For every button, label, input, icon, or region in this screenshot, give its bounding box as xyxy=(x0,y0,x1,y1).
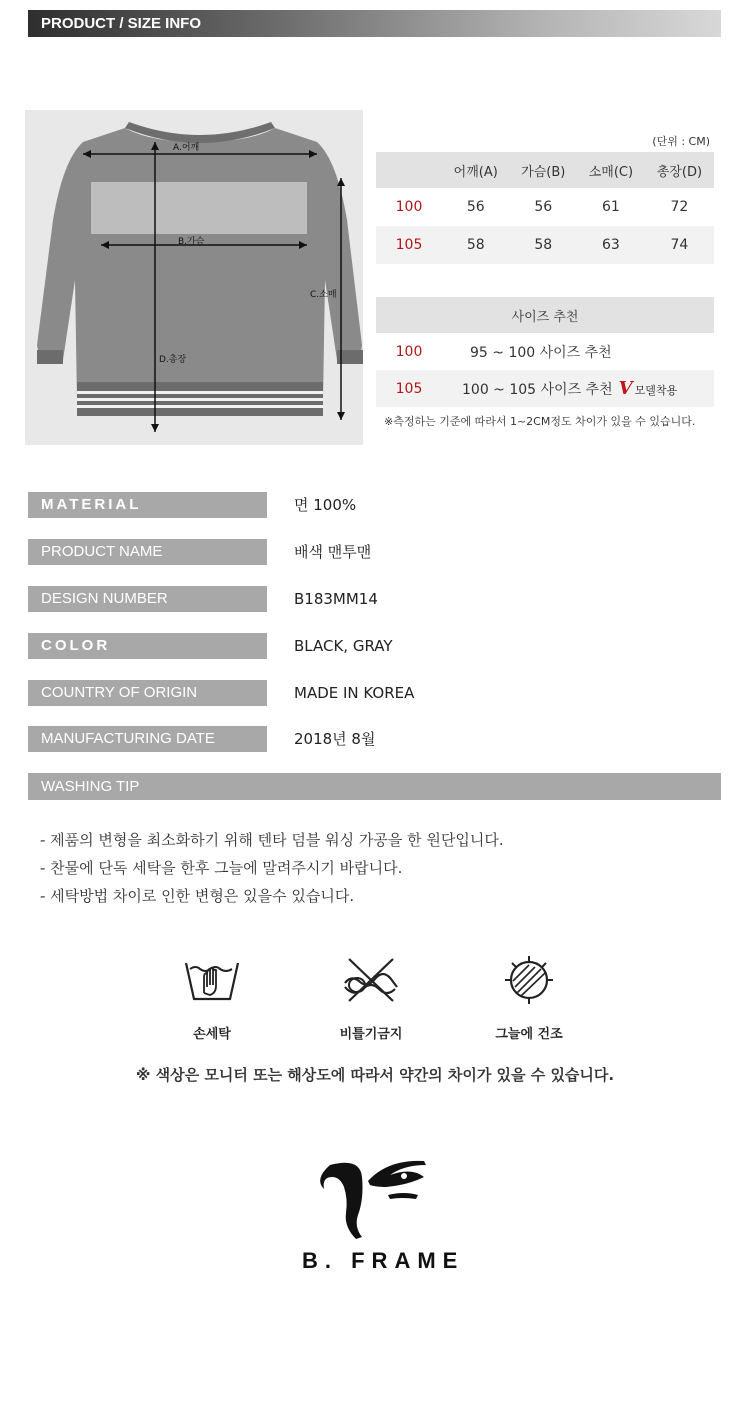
care-item-hand-wash xyxy=(152,953,272,1042)
spec-label-manufacturing-date: MANUFACTURING DATE xyxy=(28,726,267,752)
washing-tip-item: - 제품의 변형을 최소화하기 위해 텐타 덤블 워싱 가공을 한 원단입니다. xyxy=(40,831,504,849)
column-header: 소매(C) xyxy=(577,152,645,188)
care-label: 손세탁 xyxy=(193,1027,231,1042)
recommend-cell xyxy=(442,370,714,407)
table-cell: 58 xyxy=(509,226,577,264)
product-photo xyxy=(25,110,363,445)
size-table xyxy=(376,152,714,264)
table-cell: 56 xyxy=(509,188,577,226)
care-label: 비틀기금지 xyxy=(339,1027,403,1042)
size-cell: 105 xyxy=(376,370,442,407)
washing-tip-item: - 찬물에 단독 세탁을 한후 그늘에 말려주시기 바랍니다. xyxy=(40,859,403,877)
size-recommend-table xyxy=(376,297,714,407)
washing-tip-item: - 세탁방법 차이로 인한 변형은 있을수 있습니다. xyxy=(40,887,355,905)
table-row xyxy=(376,333,714,370)
recommend-text: 95 ~ 100 사이즈 추천 xyxy=(442,333,714,370)
spec-value-product-name: 배색 맨투맨 xyxy=(294,543,372,561)
shade-dry-icon xyxy=(499,953,559,1005)
column-header: 총장(D) xyxy=(645,152,714,188)
dimension-label-shoulder: A.어깨 xyxy=(173,143,200,153)
dimension-label-chest: B.가슴 xyxy=(178,237,205,247)
spec-value-design-number: B183MM14 xyxy=(294,590,378,608)
size-cell: 100 xyxy=(376,333,442,370)
size-cell: 105 xyxy=(376,226,442,264)
spec-value-material: 면 100% xyxy=(294,496,357,514)
care-item-shade-dry xyxy=(469,953,589,1042)
table-cell: 72 xyxy=(645,188,714,226)
table-cell: 63 xyxy=(577,226,645,264)
spec-value-color: BLACK, GRAY xyxy=(294,637,393,655)
spec-label-color: COLOR xyxy=(28,633,267,659)
brand-logo xyxy=(300,1155,465,1273)
table-row xyxy=(376,370,714,407)
table-row xyxy=(376,226,714,264)
recommend-text: 100 ~ 105 사이즈 추천 xyxy=(462,382,613,398)
color-notice: ※ 색상은 모니터 또는 해상도에 따라서 약간의 차이가 있을 수 있습니다. xyxy=(135,1066,615,1084)
table-cell: 56 xyxy=(442,188,509,226)
table-cell: 61 xyxy=(577,188,645,226)
section-header-product-size: PRODUCT / SIZE INFO xyxy=(28,10,721,37)
table-cell: 58 xyxy=(442,226,509,264)
column-header: 가슴(B) xyxy=(509,152,577,188)
model-check-icon: V xyxy=(618,378,633,399)
spec-label-product-name: PRODUCT NAME xyxy=(28,539,267,565)
unit-label: (단위 : CM) xyxy=(652,135,710,148)
dimension-label-length: D.총장 xyxy=(159,355,187,365)
brand-face-logo-icon xyxy=(300,1155,460,1245)
table-row xyxy=(376,188,714,226)
no-wring-icon xyxy=(341,953,401,1005)
table-cell: 74 xyxy=(645,226,714,264)
dimension-label-sleeve: C.소매 xyxy=(310,290,337,300)
size-table-corner xyxy=(376,152,442,188)
spec-value-country: MADE IN KOREA xyxy=(294,684,415,702)
column-header: 어깨(A) xyxy=(442,152,509,188)
washing-tips xyxy=(40,826,504,910)
section-header-washing-tip: WASHING TIP xyxy=(28,773,721,800)
spec-label-material: MATERIAL xyxy=(28,492,267,518)
measurement-note: ※측정하는 기준에 따라서 1~2CM정도 차이가 있을 수 있습니다. xyxy=(384,415,696,428)
sweatshirt-illustration xyxy=(25,110,363,445)
model-wearing-label: 모델착용 xyxy=(634,384,678,397)
brand-name: B. FRAME xyxy=(302,1248,465,1273)
recommend-title: 사이즈 추천 xyxy=(376,297,714,333)
care-label: 그늘에 건조 xyxy=(495,1027,563,1042)
spec-label-design-number: DESIGN NUMBER xyxy=(28,586,267,612)
spec-value-manufacturing-date: 2018년 8월 xyxy=(294,730,376,748)
size-cell: 100 xyxy=(376,188,442,226)
hand-wash-icon xyxy=(182,953,242,1005)
care-item-no-wring xyxy=(311,953,431,1042)
spec-label-country: COUNTRY OF ORIGIN xyxy=(28,680,267,706)
